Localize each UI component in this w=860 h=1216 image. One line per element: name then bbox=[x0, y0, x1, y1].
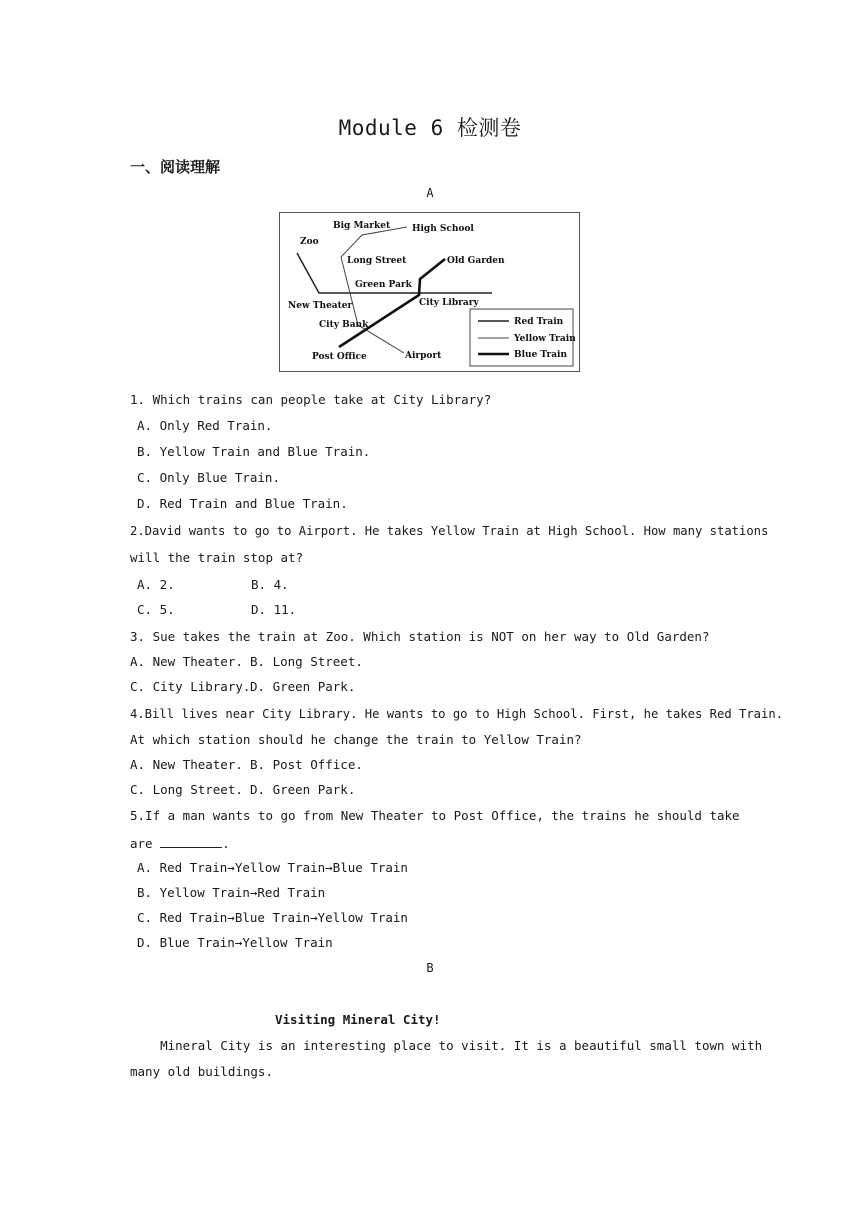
map-legend bbox=[470, 309, 576, 366]
question-2-stem-line-1: 2.David wants to go to Airport. He takes Yellow Train at High School. How many stations bbox=[130, 524, 769, 538]
question-3-option-d: D. Green Park. bbox=[250, 679, 356, 694]
question-5-stem-line-1: 5.If a man wants to go from New Theater to Post Office, the trains he should take bbox=[130, 808, 740, 823]
station-new-theater: New Theater bbox=[288, 301, 353, 311]
question-1-option-a: A. Only Red Train. bbox=[137, 418, 273, 433]
passage-a-label: A bbox=[426, 186, 434, 200]
answer-blank bbox=[160, 835, 222, 848]
station-green-park: Green Park bbox=[355, 280, 412, 290]
question-5-stem-prefix: are bbox=[130, 836, 153, 851]
question-2-option-a: A. 2. bbox=[137, 577, 175, 592]
station-city-library: City Library bbox=[419, 298, 479, 308]
question-5-option-a: A. Red Train→Yellow Train→Blue Train bbox=[137, 860, 408, 875]
question-2-option-c: C. 5. bbox=[137, 602, 175, 617]
question-5-stem-line-2 bbox=[130, 835, 230, 852]
station-long-street: Long Street bbox=[347, 256, 407, 266]
question-2-option-b: B. 4. bbox=[251, 577, 289, 592]
question-4-stem-line-2: At which station should he change the train to Yellow Train? bbox=[130, 732, 582, 747]
yellow-train-route bbox=[341, 227, 407, 353]
question-4-option-d: D. Green Park. bbox=[250, 782, 356, 797]
question-4-option-a: A. New Theater. bbox=[130, 757, 243, 772]
question-5-option-c: C. Red Train→Blue Train→Yellow Train bbox=[137, 910, 408, 925]
station-city-bank: City Bank bbox=[319, 320, 369, 330]
legend-yellow-train: Yellow Train bbox=[514, 334, 576, 344]
station-big-market: Big Market bbox=[333, 221, 391, 231]
question-5-stem-suffix: . bbox=[222, 836, 230, 851]
station-zoo: Zoo bbox=[300, 237, 319, 247]
question-4-option-b: B. Post Office. bbox=[250, 757, 363, 772]
page-title: Module 6 检测卷 bbox=[338, 116, 522, 140]
question-1-option-c: C. Only Blue Train. bbox=[137, 470, 280, 485]
station-airport: Airport bbox=[405, 351, 442, 361]
passage-b-paragraph-line-2: many old buildings. bbox=[130, 1064, 273, 1079]
question-3-option-b: B. Long Street. bbox=[250, 654, 363, 669]
question-2-option-d: D. 11. bbox=[251, 602, 297, 617]
question-3-stem: 3. Sue takes the train at Zoo. Which station is NOT on her way to Old Garden? bbox=[130, 629, 710, 644]
legend-red-train: Red Train bbox=[514, 317, 564, 327]
station-post-office: Post Office bbox=[312, 352, 367, 362]
train-route-map bbox=[279, 212, 580, 372]
question-3-option-a: A. New Theater. bbox=[130, 654, 243, 669]
train-map-figure bbox=[280, 213, 579, 371]
legend-blue-train: Blue Train bbox=[514, 350, 568, 360]
passage-b-paragraph-line-1: Mineral City is an interesting place to visit. It is a beautiful small town with bbox=[130, 1038, 763, 1053]
question-3-option-c: C. City Library. bbox=[130, 679, 251, 694]
question-4-stem-line-1: 4.Bill lives near City Library. He wants to go to High School. First, he takes Red Train. bbox=[130, 707, 784, 721]
question-5-option-b: B. Yellow Train→Red Train bbox=[137, 885, 326, 900]
question-1-option-d: D. Red Train and Blue Train. bbox=[137, 496, 348, 511]
question-1-option-b: B. Yellow Train and Blue Train. bbox=[137, 444, 371, 459]
station-old-garden: Old Garden bbox=[447, 256, 505, 266]
question-4-option-c: C. Long Street. bbox=[130, 782, 243, 797]
question-2-stem-line-2: will the train stop at? bbox=[130, 550, 304, 565]
passage-b-label: B bbox=[426, 961, 434, 975]
question-5-option-d: D. Blue Train→Yellow Train bbox=[137, 935, 333, 950]
section-heading-reading: 一、阅读理解 bbox=[130, 158, 221, 176]
question-1-stem: 1. Which trains can people take at City Library? bbox=[130, 392, 492, 407]
passage-b-title: Visiting Mineral City! bbox=[275, 1012, 441, 1027]
station-high-school: High School bbox=[412, 224, 474, 234]
